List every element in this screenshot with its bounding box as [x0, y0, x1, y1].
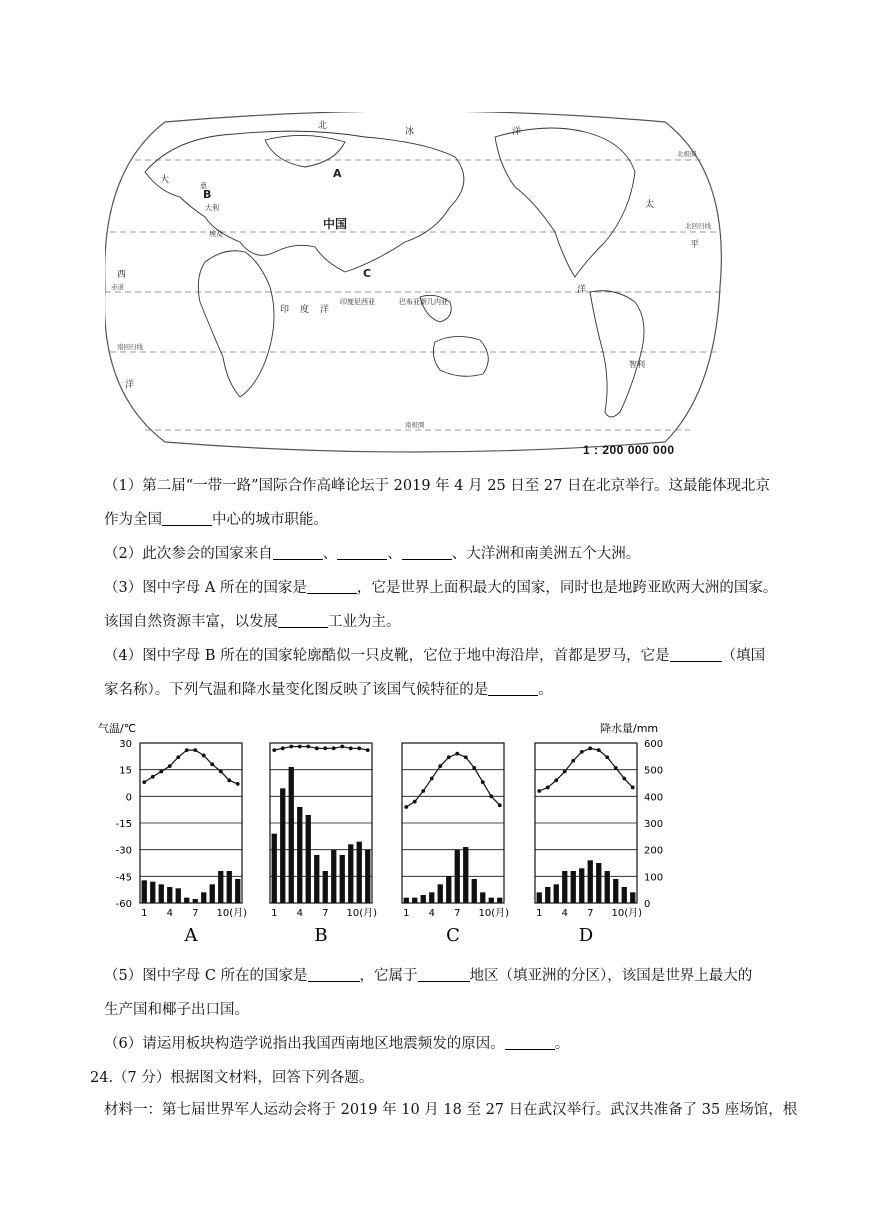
climate-panel-name: A [184, 925, 198, 946]
precip-bar [297, 807, 302, 903]
q1-blank[interactable] [162, 511, 212, 526]
q5-line1-pre: （5）图中字母 C 所在的国家是 [104, 968, 308, 984]
temperature-point [236, 782, 240, 786]
precip-tick-label: 600 [644, 739, 664, 750]
precip-bar [480, 892, 485, 903]
q5-line1-mid: ，它属于 [359, 968, 418, 984]
climate-charts [90, 718, 690, 953]
temperature-point [289, 745, 293, 749]
q5-line2: 生产国和椰子出口国。 [104, 1002, 249, 1018]
q4-line2-pre: 家名称）。下列气温和降水量变化图反映了该国气候特征的是 [104, 682, 489, 698]
q4-line2 [104, 680, 553, 700]
month-tick-label: 1 [141, 908, 148, 919]
q5-line1 [104, 966, 752, 986]
precip-bar [497, 898, 502, 903]
map-label-indian-1: 印 [280, 305, 290, 315]
precip-tick-label: 200 [644, 845, 664, 857]
material-1: 材料一：第七届世界军人运动会将于 2019 年 10 月 18 至 27 日在武汉举行。武汉共准备了 35 座场馆，根 [104, 1102, 798, 1118]
precip-bar [331, 850, 336, 903]
temperature-point [227, 778, 231, 782]
precip-bar [184, 898, 189, 903]
month-tick-label: 4 [561, 908, 568, 919]
precip-bar [340, 855, 345, 903]
q1-line2-post: 中心的城市职能。 [212, 512, 328, 528]
precip-bar [289, 767, 294, 903]
month-tick-label: 10(月) [346, 908, 378, 919]
q5-blank-1[interactable] [308, 967, 360, 982]
month-tick-label: 1 [403, 908, 410, 919]
temperature-line [274, 747, 368, 751]
map-letter-a: A [333, 167, 342, 180]
q6-post: 。 [554, 1036, 570, 1052]
precip-bar [323, 871, 328, 903]
q2-pre: （2）此次参会的国家来自 [104, 546, 273, 562]
q3-line1-post: ，它是世界上面积最大的国家，同时也是地跨亚欧两大洲的国家。 [356, 580, 778, 596]
map-label-indian-2: 度 [300, 305, 310, 315]
precip-bar [455, 850, 460, 903]
map-label-arctic-circle: 北极圈 [677, 150, 697, 158]
q2-blank-1[interactable] [273, 545, 323, 560]
q5-blank-2[interactable] [418, 967, 470, 982]
precip-bar [472, 879, 477, 903]
q4-line1 [104, 646, 765, 666]
month-tick-label: 4 [166, 908, 173, 919]
temp-tick-label: -15 [115, 819, 132, 830]
precip-bar [201, 892, 206, 903]
month-tick-label: 1 [536, 908, 543, 919]
month-tick-label: 7 [192, 908, 199, 919]
month-tick-label: 10(月) [478, 908, 510, 919]
precip-bar [306, 815, 311, 903]
q6-line [104, 1034, 569, 1054]
temperature-point [357, 746, 361, 750]
q6-pre: （6）请运用板块构造学说指出我国西南地区地震频发的原因。 [104, 1036, 505, 1052]
temperature-point [631, 786, 635, 790]
map-scale: 1 : 200 000 000 [583, 443, 675, 457]
temperature-point [142, 780, 146, 784]
precip-bar [463, 847, 468, 903]
month-tick-label: 10(月) [216, 908, 248, 919]
climate-panel-name: C [446, 925, 460, 946]
map-label-china: 中国 [323, 217, 348, 231]
map-label-north-ocean-3: 洋 [512, 127, 522, 137]
precip-bar [588, 860, 593, 903]
map-label-equator: 赤道 [111, 283, 124, 291]
temperature-point [193, 748, 197, 752]
q4-blank-2[interactable] [488, 681, 538, 696]
temperature-line [406, 754, 500, 807]
precip-bar [579, 868, 584, 903]
temperature-point [472, 766, 476, 770]
temperature-point [430, 777, 434, 781]
q3-line2-pre: 该国自然资源丰富，以发展 [104, 614, 278, 630]
temperature-point [340, 745, 344, 749]
precip-tick-label: 300 [644, 819, 664, 830]
temperature-point [464, 755, 468, 759]
precip-bar [227, 871, 232, 903]
precip-bar [630, 892, 635, 903]
month-tick-label: 10(月) [611, 908, 643, 919]
map-label-chile: 智利 [629, 360, 645, 369]
precip-bar [167, 887, 172, 903]
map-letter-c: C [363, 267, 372, 280]
temperature-point [404, 805, 408, 809]
climate-panel-name: D [578, 925, 594, 946]
temperature-point [323, 746, 327, 750]
temperature-line [144, 750, 238, 784]
temperature-point [210, 762, 214, 766]
temperature-point [298, 745, 302, 749]
section-24-heading: 24.（7 分）根据图文材料，回答下列各题。 [90, 1070, 374, 1086]
precip-bar [314, 855, 319, 903]
precip-bar [159, 884, 164, 903]
temperature-point [455, 752, 459, 756]
q4-line1-pre: （4）图中字母 B 所在的国家轮廓酷似一只皮靴，它位于地中海沿岸，首都是罗马，它是 [104, 648, 670, 664]
temperature-point [185, 748, 189, 752]
precip-bar [446, 876, 451, 903]
precip-bar [142, 880, 147, 903]
temperature-point [315, 746, 319, 750]
precip-bar [562, 871, 567, 903]
map-label-indian-3: 洋 [320, 305, 330, 315]
temperature-point [421, 789, 425, 793]
temperature-point [219, 770, 223, 774]
precip-bar [605, 871, 610, 903]
temperature-point [580, 750, 584, 754]
temperature-point [306, 745, 310, 749]
q4-blank-1[interactable] [670, 647, 722, 662]
precip-bar [280, 788, 285, 903]
temperature-point [159, 770, 163, 774]
map-label-north-ocean-2: 冰 [405, 127, 415, 137]
climate-panel-name: B [314, 925, 328, 946]
precip-bar [193, 899, 198, 903]
month-tick-label: 7 [454, 908, 461, 919]
precip-tick-label: 500 [644, 765, 664, 777]
precip-bar [545, 887, 550, 903]
temperature-point [614, 766, 618, 770]
temperature-point [151, 775, 155, 779]
temperature-point [605, 755, 609, 759]
temperature-point [571, 759, 575, 763]
q2-line [104, 544, 640, 564]
q2-sep-2: 、 [387, 546, 402, 562]
temperature-point [413, 800, 417, 804]
month-tick-label: 4 [428, 908, 435, 919]
precip-bar [210, 884, 215, 903]
map-label-pacific-2: 平 [690, 240, 700, 250]
q1-line2-pre: 作为全国 [104, 512, 162, 528]
month-tick-label: 7 [322, 908, 329, 919]
map-label-north-ocean-1: 北 [318, 121, 328, 131]
temperature-point [622, 777, 626, 781]
temperature-point [281, 746, 285, 750]
temperature-point [498, 803, 502, 807]
temp-tick-label: -60 [115, 899, 132, 910]
precip-bar [176, 888, 181, 903]
temperature-point [563, 770, 567, 774]
map-label-pacific-3: 洋 [577, 285, 587, 295]
temp-tick-label: 15 [119, 765, 132, 777]
map-label-pacific-1: 太 [645, 200, 655, 210]
month-tick-label: 7 [587, 908, 594, 919]
q3-blank-2[interactable] [278, 613, 328, 628]
precip-bar [438, 884, 443, 903]
precip-bar [571, 871, 576, 903]
precip-tick-label: 0 [644, 899, 651, 910]
temperature-point [447, 755, 451, 759]
precip-bar [537, 892, 542, 903]
temperature-point [438, 764, 442, 768]
precip-bar [554, 884, 559, 903]
temperature-point [554, 778, 558, 782]
temp-tick-label: -45 [115, 872, 132, 884]
q3-line1 [104, 578, 777, 598]
q1-line2 [104, 510, 328, 530]
temperature-point [168, 764, 172, 768]
temperature-point [272, 748, 276, 752]
precip-tick-label: 400 [644, 792, 664, 804]
map-label-atlantic-2: 西 [117, 270, 127, 280]
temperature-point [489, 794, 493, 798]
map-label-tropic-capricorn: 南回归线 [117, 343, 143, 351]
precip-bar [404, 898, 409, 903]
temperature-point [481, 780, 485, 784]
q2-blank-2[interactable] [337, 545, 387, 560]
map-label-tropic-cancer: 北回归线 [685, 222, 711, 230]
precip-bar [622, 887, 627, 903]
precip-tick-label: 100 [644, 872, 664, 884]
map-label-small-1: 意 [200, 182, 207, 190]
q4-line1-post: （填国 [721, 648, 766, 664]
precip-bar [235, 879, 240, 903]
map-letter-b: B [203, 188, 212, 201]
map-label-atlantic-1: 大 [160, 175, 170, 185]
temp-axis-label: 气温/℃ [98, 722, 137, 735]
precip-bar [489, 898, 494, 903]
precip-bar [596, 863, 601, 903]
q3-blank-1[interactable] [307, 579, 357, 594]
temperature-point [597, 748, 601, 752]
precip-bar [357, 842, 362, 903]
temperature-point [202, 754, 206, 758]
map-label-indonesia: 印度尼西亚 [340, 298, 375, 306]
month-tick-label: 1 [271, 908, 278, 919]
temperature-point [588, 746, 592, 750]
temp-tick-label: 0 [125, 792, 132, 804]
q4-line2-post: 。 [538, 682, 553, 698]
map-label-antarctic-circle: 南极圈 [405, 421, 425, 429]
temp-tick-label: 30 [119, 739, 132, 750]
temperature-point [546, 786, 550, 790]
precip-bar [218, 871, 223, 903]
map-label-small-3: 埃及 [209, 230, 223, 238]
month-tick-label: 4 [296, 908, 303, 919]
q2-sep-1: 、 [322, 546, 338, 562]
temperature-point [366, 748, 370, 752]
world-map [105, 112, 725, 457]
temperature-point [349, 746, 353, 750]
q5-line1-post: 地区（填亚洲的分区），该国是世界上最大的 [469, 968, 753, 984]
precip-bar [412, 898, 417, 903]
precip-bar [421, 895, 426, 903]
temperature-point [332, 746, 336, 750]
temperature-point [537, 789, 541, 793]
precip-bar [429, 892, 434, 903]
precip-bar [272, 834, 277, 903]
q6-blank[interactable] [505, 1035, 555, 1050]
map-label-small-2: 大利 [205, 204, 219, 212]
precip-bar [365, 850, 370, 903]
q2-post: 、大洋洲和南美洲五个大洲。 [451, 546, 641, 562]
q3-line2-post: 工业为主。 [328, 614, 401, 630]
q3-line1-pre: （3）图中字母 A 所在的国家是 [104, 580, 307, 596]
q1-line1: （1）第二届“一带一路”国际合作高峰论坛于 2019 年 4 月 25 日至 27 日在北京举行。这最能体现北京 [104, 478, 770, 494]
precip-bar [150, 882, 155, 903]
precip-bar [348, 844, 353, 903]
temperature-point [176, 755, 180, 759]
precip-axis-label: 降水量/mm [600, 722, 659, 735]
precip-bar [613, 879, 618, 903]
map-label-png: 巴布亚新几内亚 [399, 298, 448, 306]
q3-line2 [104, 612, 401, 632]
map-label-atlantic-3: 洋 [125, 380, 135, 390]
q2-blank-3[interactable] [402, 545, 452, 560]
temp-tick-label: -30 [115, 845, 132, 857]
